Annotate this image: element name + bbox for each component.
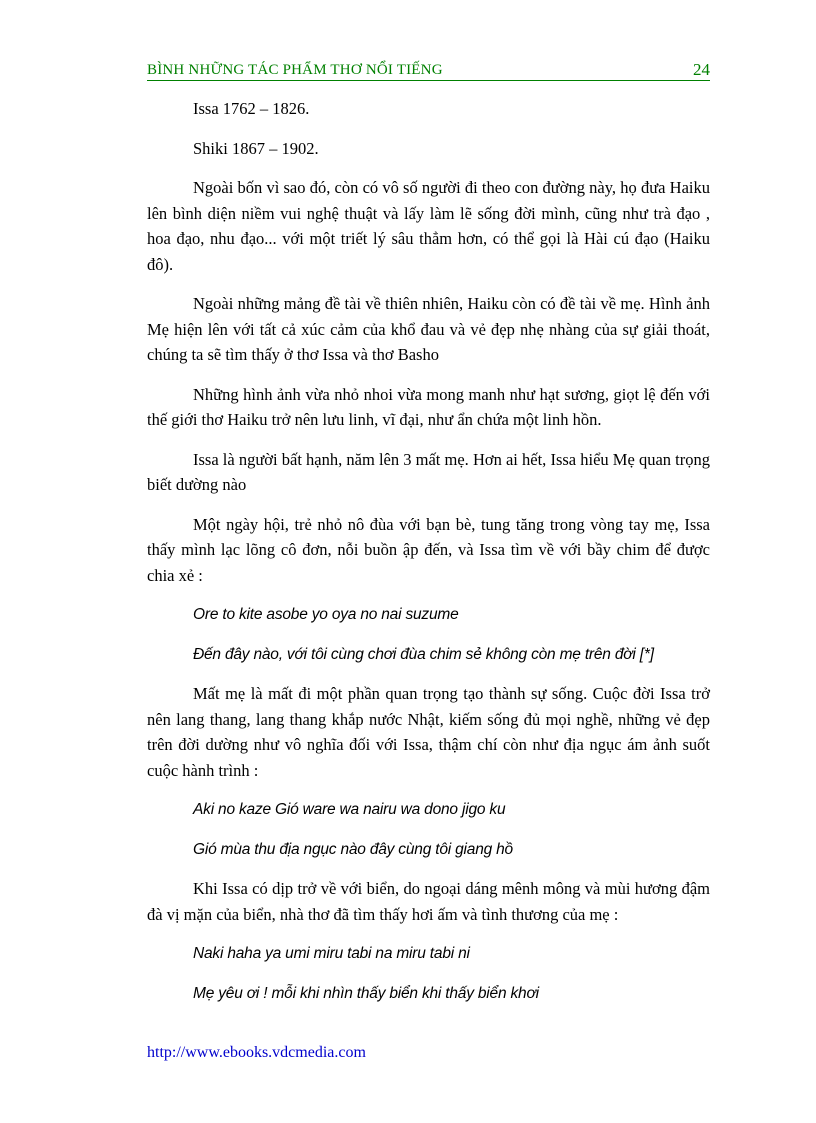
verse-original: Aki no kaze Gió ware wa nairu wa dono jigo ku [193, 801, 506, 818]
paragraph: Một ngày hội, trẻ nhỏ nô đùa với bạn bè, tung tăng trong vòng tay mẹ, Issa thấy mình lạc lõng cô đơn, nỗi buồn ập đến, và Issa tìm về với bầy chim để được chia xẻ : [147, 514, 710, 585]
issa-dates: Issa 1762 – 1826. [193, 99, 310, 118]
paragraph: Khi Issa có dịp trở về với biển, do ngoại dáng mênh mông và mùi hương đậm đà vị mặn của biển, nhà thơ đã tìm thấy hơi ấm và tình thương của mẹ : [147, 879, 710, 924]
paragraph: Ngoài bốn vì sao đó, còn có vô số người đi theo con đường này, họ đưa Haiku lên bình diện niềm vui nghệ thuật và lấy làm lẽ sống đời mình, cũng như trà đạo , hoa đạo, nhu đạo... với một triết lý sâu thẳm hơn, có thể gọi là Hài cú đạo (Haiku đô). [147, 178, 710, 274]
book-title: BÌNH NHỮNG TÁC PHẨM THƠ NỔI TIẾNG [147, 62, 443, 78]
page-header [147, 60, 710, 81]
paragraph: Những hình ảnh vừa nhỏ nhoi vừa mong manh như hạt sương, giọt lệ đến với thế giới thơ Haiku trở nên lưu linh, vĩ đại, như ẩn chứa một linh hồn. [147, 384, 710, 429]
verse-original: Naki haha ya umi miru tabi na miru tabi ni [193, 945, 470, 962]
page-number: 24 [693, 60, 710, 79]
verse-translation: Đến đây nào, với tôi cùng chơi đùa chim sẻ không còn mẹ trên đời [*] [193, 645, 654, 663]
paragraph: Ngoài những mảng đề tài về thiên nhiên, Haiku còn có đề tài về mẹ. Hình ảnh Mẹ hiện lên với tất cả xúc cảm của khổ đau và vẻ đẹp nhẹ nhàng của sự giải thoát, chúng ta sẽ tìm thấy ở thơ Issa và thơ Basho [147, 294, 710, 364]
footer-url[interactable]: http://www.ebooks.vdcmedia.com [147, 1044, 366, 1061]
paragraph: Issa là người bất hạnh, năm lên 3 mất mẹ. Hơn ai hết, Issa hiểu Mẹ quan trọng biết dường nào [147, 449, 710, 494]
verse-translation: Gió mùa thu địa ngục nào đây cùng tôi giang hồ [193, 840, 513, 858]
verse-original: Ore to kite asobe yo oya no nai suzume [193, 606, 459, 623]
paragraph: Mất mẹ là mất đi một phần quan trọng tạo thành sự sống. Cuộc đời Issa trở nên lang thang, lang thang khắp nước Nhật, kiếm sống đủ mọi nghề, những vẻ đẹp trên đời dường như vô nghĩa đối với Issa, thậm chí còn như địa ngục ám ảnh suốt cuộc hành trình : [147, 684, 710, 780]
page-body [147, 96, 710, 1020]
shiki-dates: Shiki 1867 – 1902. [193, 138, 319, 158]
verse-translation: Mẹ yêu ơi ! mỗi khi nhìn thấy biển khi thấy biển khơi [193, 984, 539, 1002]
